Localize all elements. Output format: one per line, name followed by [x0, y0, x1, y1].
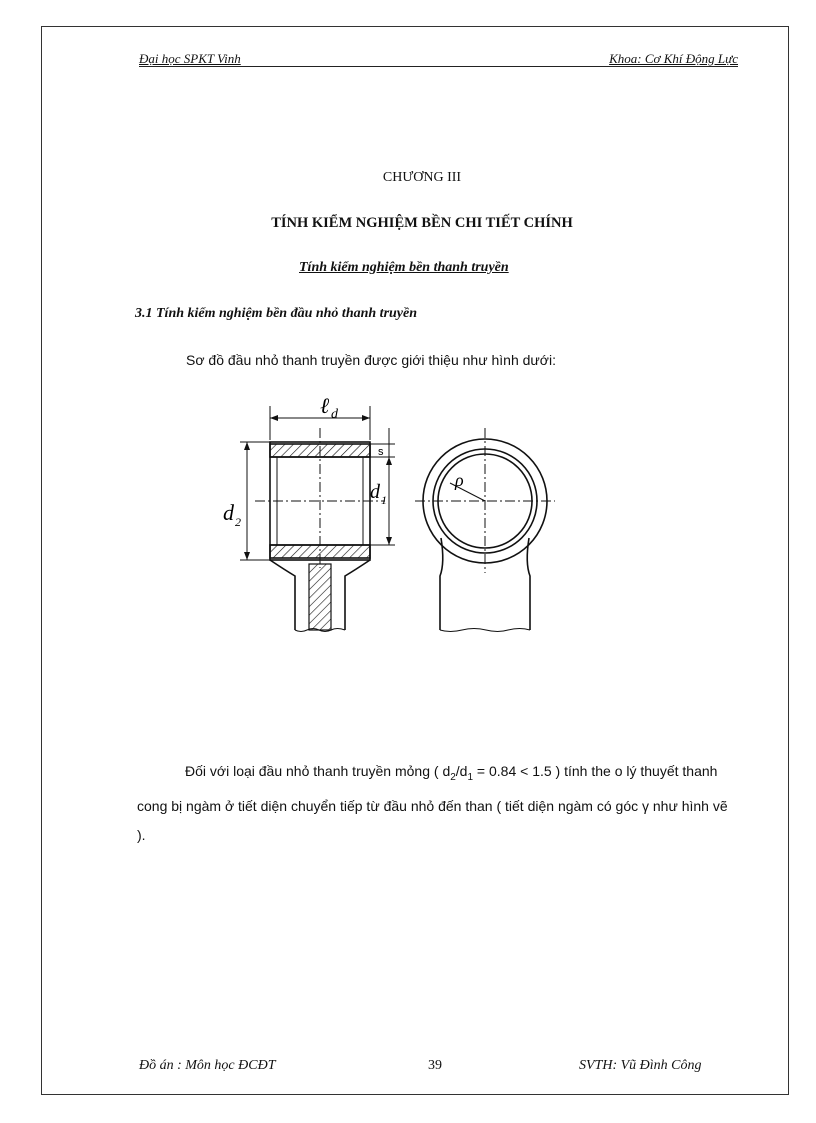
page-number: 39	[428, 1058, 442, 1073]
label-s: s	[378, 446, 384, 458]
label-d1: d	[370, 481, 380, 503]
label-l-sub: d	[331, 407, 338, 422]
para-sub2: 1	[467, 771, 474, 783]
label-d1-sub: 1	[381, 493, 387, 507]
header-divider	[139, 66, 738, 67]
para-part3: = 0.84 < 1.5 ) tính the o lý thuyết thanh cong bị ngàm ở tiết diện chuyển tiếp từ đầu nhỏ đến than ( tiết diện ngàm có góc γ như hình vẽ ).	[137, 763, 728, 843]
body-paragraph	[137, 757, 737, 850]
label-d2-sub: 2	[235, 515, 241, 529]
para-part2: /d	[455, 763, 468, 779]
label-l: ℓ	[320, 398, 330, 418]
side-view	[240, 406, 395, 632]
intro-text: Sơ đồ đầu nhỏ thanh truyền được giới thiệu như hình dưới:	[186, 352, 556, 368]
chapter-title: TÍNH KIỂM NGHIỆM BỀN CHI TIẾT CHÍNH	[271, 215, 573, 231]
para-part1: Đối với loại đầu nhỏ thanh truyền mỏng ( d	[185, 763, 451, 779]
subtitle: Tính kiểm nghiệm bền thanh truyền	[299, 260, 509, 275]
footer-course: Đồ án : Môn học ĐCĐT	[139, 1058, 276, 1073]
header-university: Đại học SPKT Vinh	[139, 51, 241, 66]
header-faculty: Khoa: Cơ Khí Động Lực	[609, 51, 738, 66]
front-view	[415, 428, 555, 632]
connecting-rod-small-end-diagram	[195, 398, 575, 634]
label-rho: ρ	[455, 470, 464, 490]
label-d2: d	[223, 500, 234, 525]
para-sub1: 2	[450, 771, 456, 783]
footer-student: SVTH: Vũ Đình Công	[579, 1058, 702, 1073]
chapter-heading: CHƯƠNG III	[382, 170, 462, 185]
section-heading: 3.1 Tính kiểm nghiệm bền đầu nhỏ thanh truyền	[135, 306, 418, 321]
